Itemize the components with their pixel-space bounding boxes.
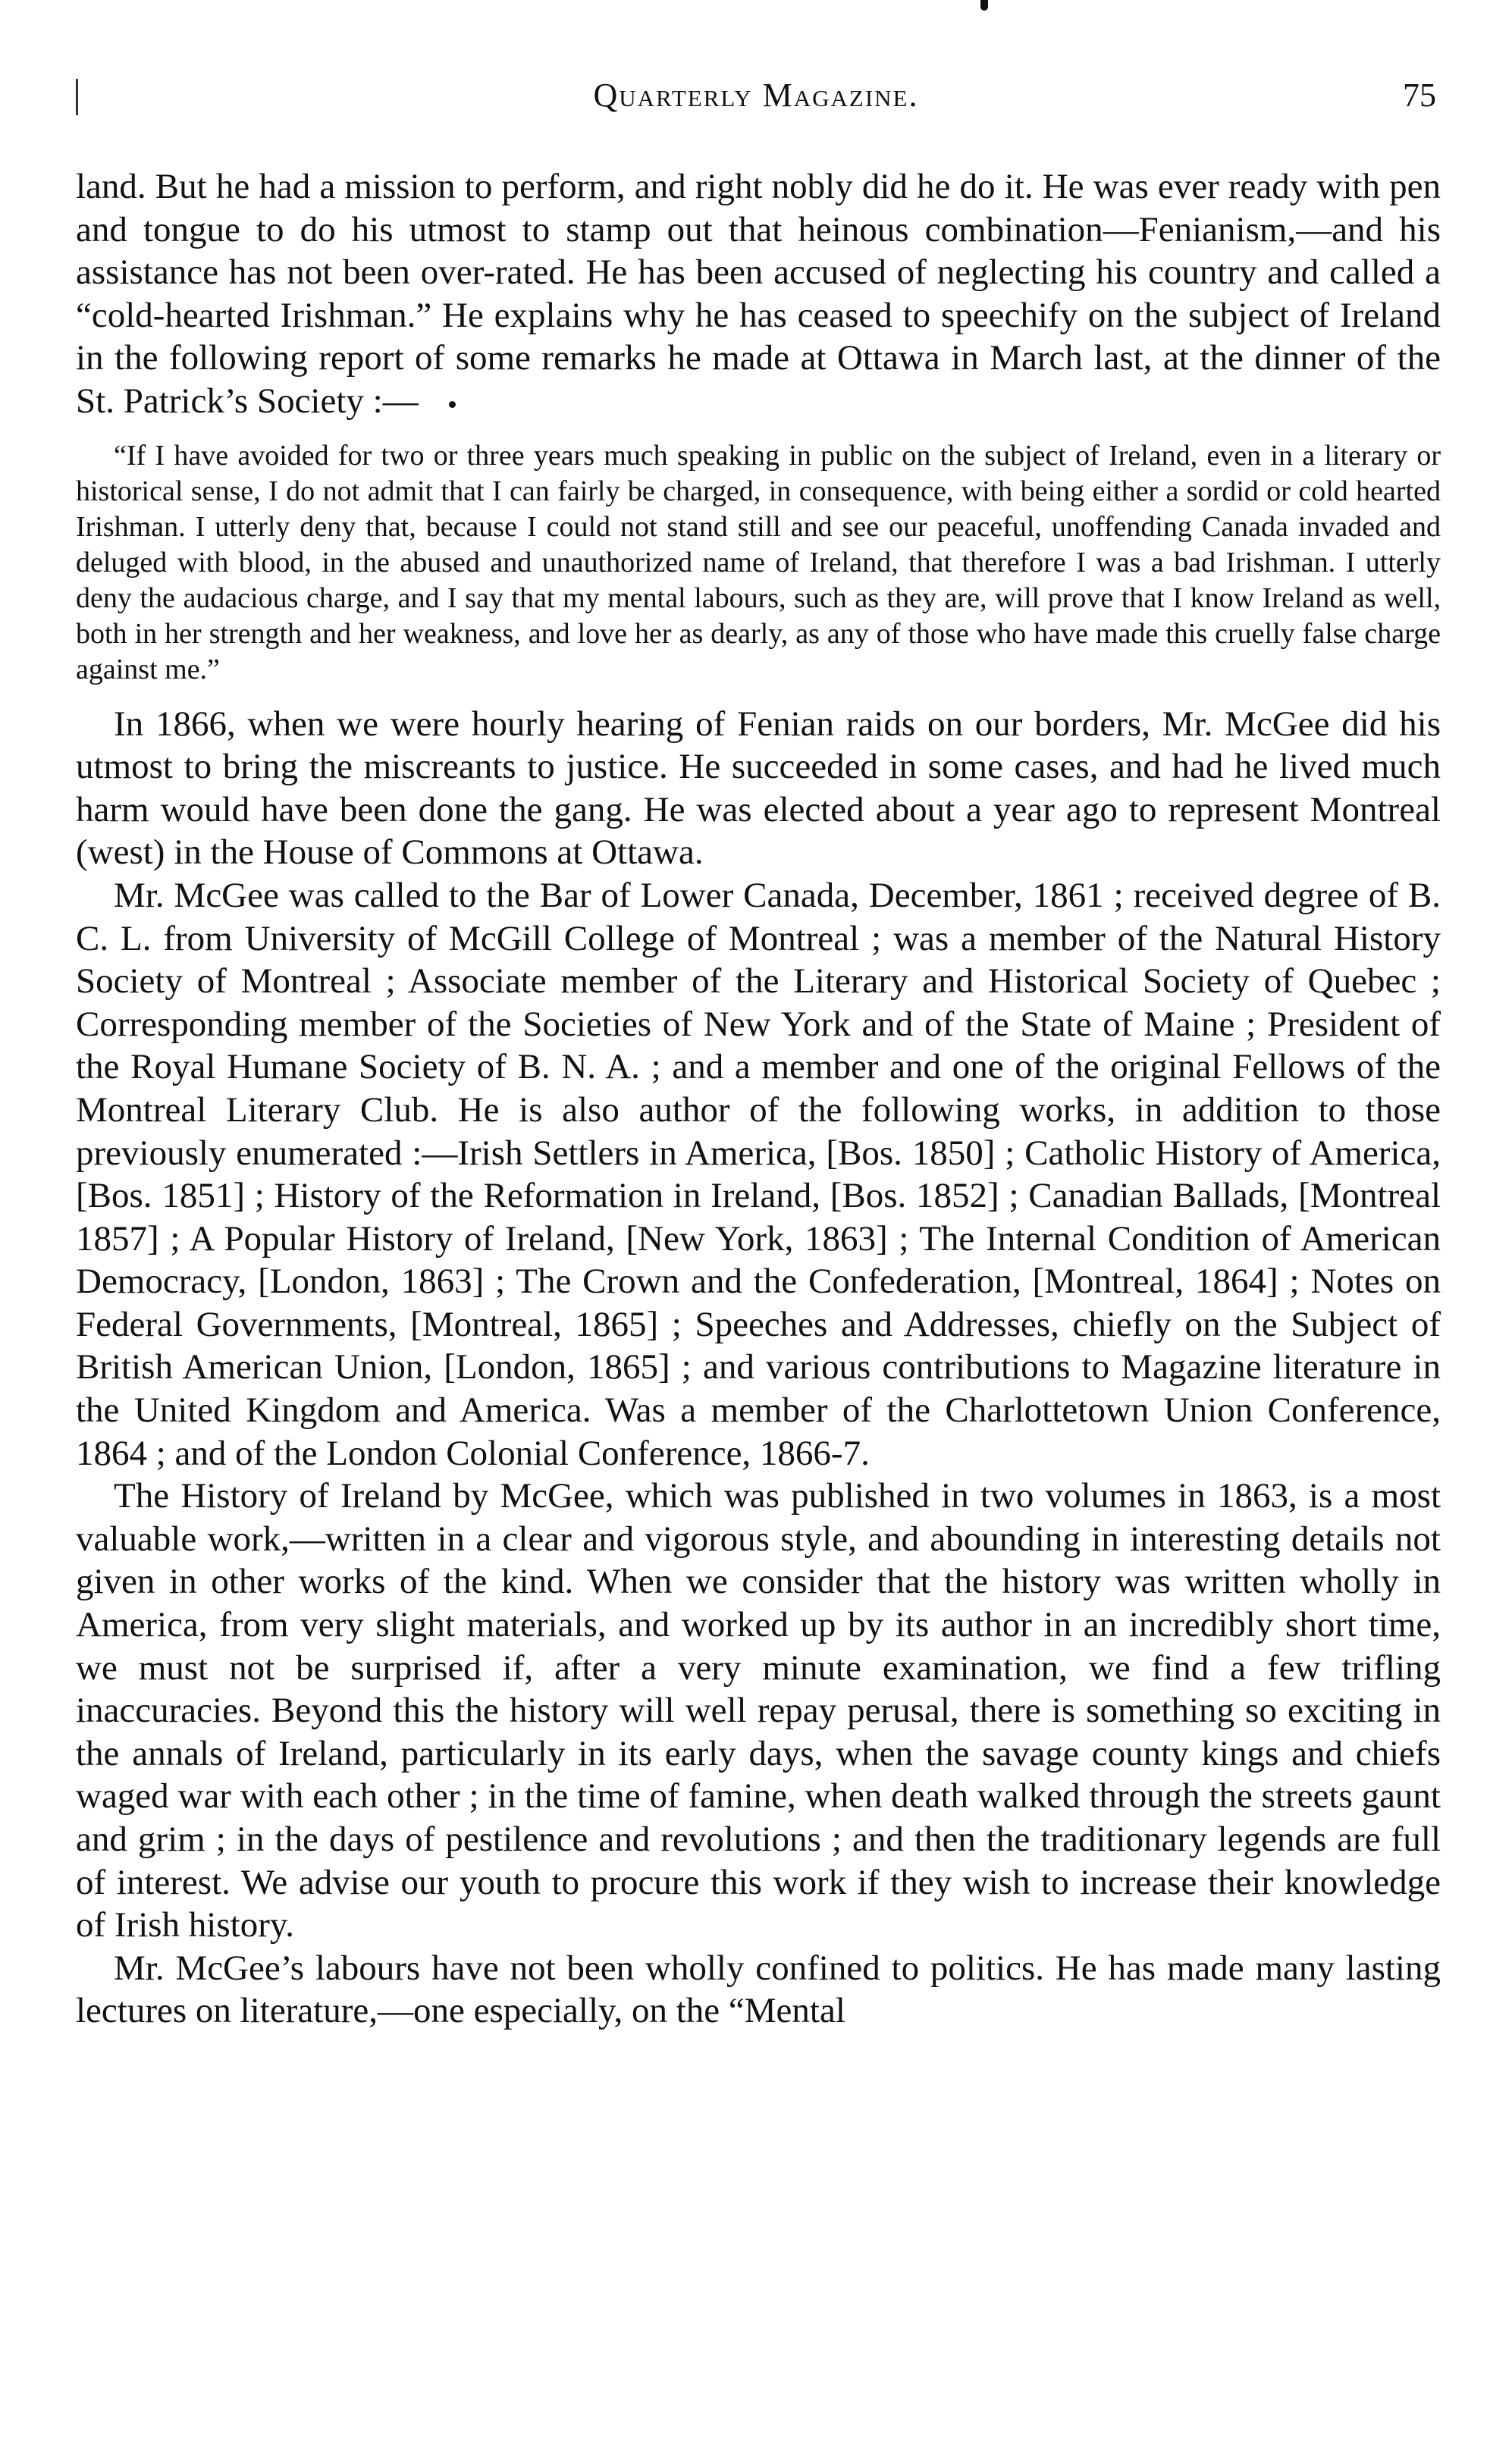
body-text: [76, 165, 1441, 2033]
paragraph-text: land. But he had a mission to perform, and right nobly did he do it. He was ever ready with pen and tongue to do his utmost to stamp out that heinous combination—Fenianism,—and his assistance has not been over-rated. He has been accused of neglecting his country and called a “cold-hearted Irishman.” He explains why he has ceased to speechify on the subject of Ireland in the following report of some remarks he made at Ottawa in March last, at the dinner of the St. Patrick’s Society :—: [76, 167, 1441, 421]
paragraph-fenian-raids: In 1866, when we were hourly hearing of Fenian raids on our borders, Mr. McGee did his utmost to bring the miscreants to justice. He succeeded in some cases, and had he lived much harm would have been done the gang. He was elected about a year ago to represent Montreal (west) in the House of Commons at Ottawa.: [76, 704, 1441, 873]
paragraph-continuation: [76, 165, 1441, 423]
ink-dot: [449, 401, 456, 408]
paragraph-lectures: Mr. McGee’s labours have not been wholly confined to politics. He has made many lasting lectures on literature,—one especially, on the “Mental: [76, 1948, 1441, 2031]
page-header: [76, 76, 1436, 129]
paragraph-history-of-ireland: The History of Ireland by McGee, which was published in two volumes in 1863, is a most valuable work,—written in a clear and vigorous style, and abounding in interesting details not given in other works of the kind. When we consider that the history was written wholly in America, from very slight materials, and worked up by its author in an incredibly short time, we must not be surprised if, after a very minute examination, we find a few trifling inaccuracies. Beyond this the history will well repay perusal, there is something so exciting in the annals of Ireland, particularly in its early days, when the savage county kings and chiefs waged war with each other ; in the time of famine, when death walked through the streets gaunt and grim ; in the days of pestilence and revolutions ; and then the traditionary legends are full of interest. We advise our youth to procure this work if they wish to increase their knowledge of Irish history.: [76, 1476, 1441, 1945]
paragraph-career-works: Mr. McGee was called to the Bar of Lower Canada, December, 1861 ; received degree of B. C. L. from University of McGill College of Montreal ; was a member of the Natural History Society of Montreal ; Associate member of the Literary and Historical Society of Quebec ; Corresponding member of the Societies of New York and of the State of Maine ; President of the Royal Humane Society of B. N. A. ; and a member and one of the original Fellows of the Montreal Literary Club. He is also author of the following works, in addition to those previously enumerated :—Irish Settlers in America, [Bos. 1850] ; Catholic History of America, [Bos. 1851] ; History of the Reformation in Ireland, [Bos. 1852] ; Canadian Ballads, [Montreal 1857] ; A Popular History of Ireland, [New York, 1863] ; The Internal Condition of American Democracy, [London, 1863] ; The Crown and the Confederation, [Montreal, 1864] ; Notes on Federal Governments, [Montreal, 1865] ; Speeches and Addresses, chiefly on the Subject of British American Union, [London, 1865] ; and various contributions to Magazine literature in the United Kingdom and America. Was a member of the Charlottetown Union Conference, 1864 ; and of the London Colonial Conference, 1866-7.: [76, 875, 1441, 1473]
running-title: Quarterly Magazine.: [593, 77, 919, 114]
page-number: 75: [1403, 77, 1436, 114]
ink-speck: [980, 0, 988, 11]
block-quote: “If I have avoided for two or three years much speaking in public on the subject of Ireland, even in a literary or historical sense, I do not admit that I can fairly be charged, in consequence, with being either a sordid or cold hearted Irishman. I utterly deny that, because I could not stand still and see our peaceful, unoffending Canada invaded and deluged with blood, in the abused and unauthorized name of Ireland, that therefore I was a bad Irishman. I utterly deny the audacious charge, and I say that my mental labours, such as they are, will prove that I know Ireland as well, both in her strength and her weakness, and love her as dearly, as any of those who have made this cruelly false charge against me.”: [76, 439, 1441, 685]
